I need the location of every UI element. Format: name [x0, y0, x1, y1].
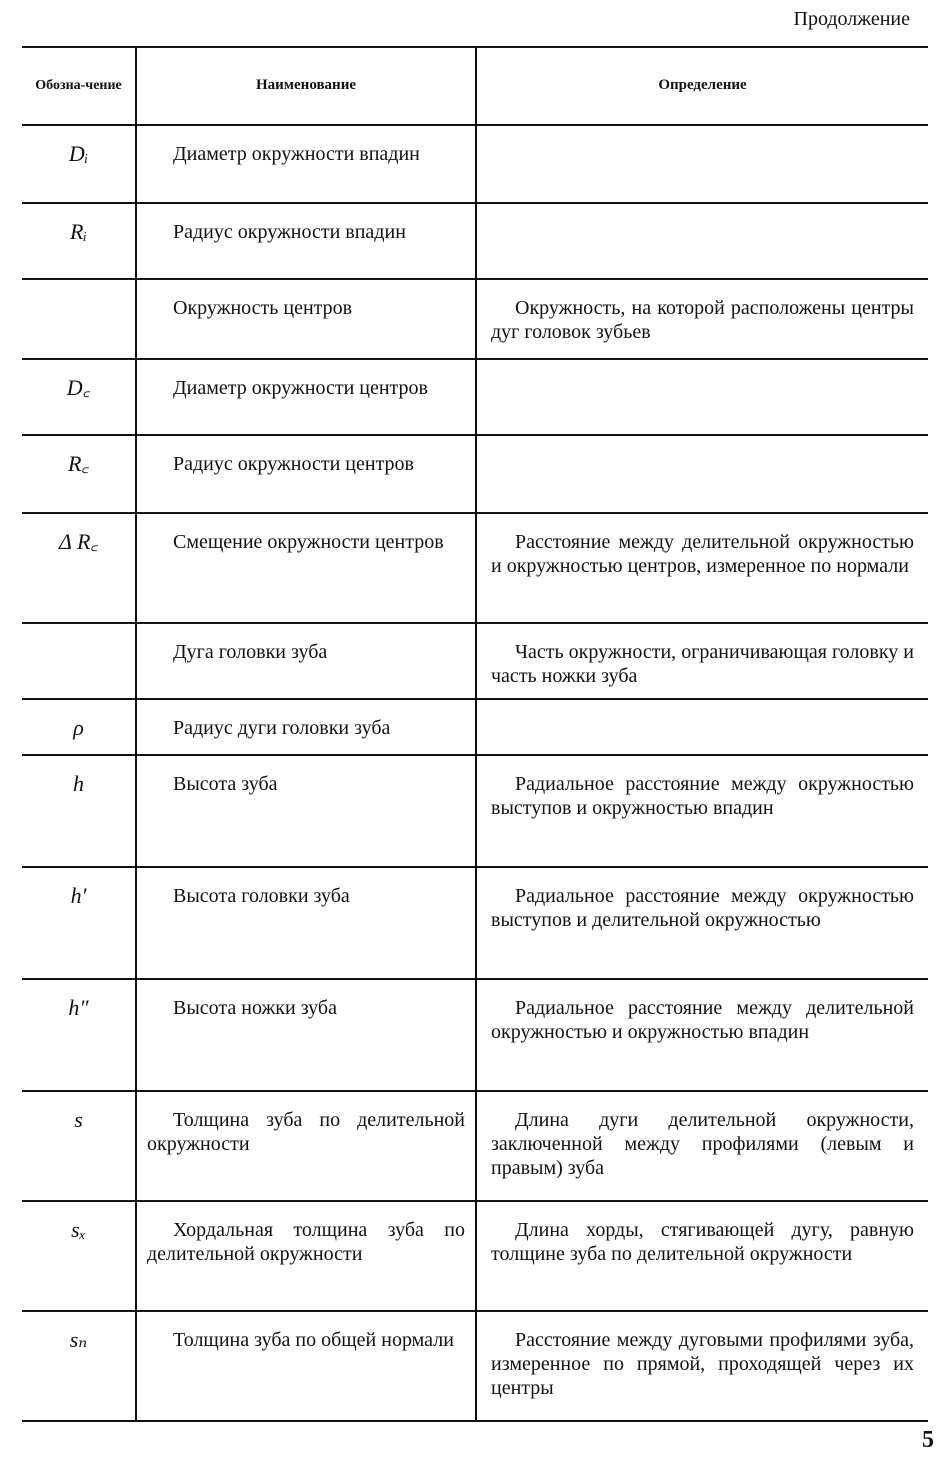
- row-symbol: R꜀: [22, 435, 136, 513]
- row-symbol: Rᵢ: [22, 203, 136, 279]
- row-name: Радиус окружности центров: [136, 435, 476, 513]
- row-symbol: sₓ: [22, 1201, 136, 1311]
- row-name: Смещение окружности центров: [136, 513, 476, 623]
- row-symbol: [22, 623, 136, 699]
- row-name: Толщина зуба по делительной окружности: [136, 1091, 476, 1201]
- row-symbol: Δ R꜀: [22, 513, 136, 623]
- row-definition: Часть окружности, ограничивающая головку и часть ножки зуба: [491, 641, 914, 687]
- row-name: Радиус дуги головки зуба: [136, 699, 476, 755]
- row-definition: Длина дуги делительной окружности, заключенной между профилями (левым и правым) зуба: [491, 1109, 914, 1179]
- table-row: [22, 279, 928, 359]
- row-symbol: Dᵢ: [22, 125, 136, 203]
- row-name: Окружность центров: [136, 279, 476, 359]
- table-row: [22, 513, 928, 623]
- row-name: Радиус окружности впадин: [136, 203, 476, 279]
- row-symbol: s: [22, 1091, 136, 1201]
- row-symbol: h: [22, 755, 136, 867]
- row-definition: Радиальное расстояние между делительной окружностью и окружностью впадин: [491, 997, 914, 1043]
- table-row: [22, 979, 928, 1091]
- row-definition: [476, 125, 928, 203]
- row-name: Толщина зуба по общей нормали: [136, 1311, 476, 1421]
- row-definition: [476, 699, 928, 755]
- page-number: 5: [922, 1427, 934, 1453]
- row-symbol: D꜀: [22, 359, 136, 435]
- table-row: [22, 1311, 928, 1421]
- row-definition: Расстояние между дуговыми профилями зуба, измеренное по прямой, проходящей через их центры: [491, 1329, 914, 1399]
- row-definition: Радиальное расстояние между окружностью выступов и окружностью впадин: [491, 773, 914, 819]
- table-row: [22, 125, 928, 203]
- column-header-symbol: Обозна-чение: [22, 47, 136, 125]
- table-row: [22, 1091, 928, 1201]
- row-symbol: h″: [22, 979, 136, 1091]
- row-name: Хордальная толщина зуба по делительной окружности: [136, 1201, 476, 1311]
- row-name: Высота головки зуба: [136, 867, 476, 979]
- table-row: [22, 203, 928, 279]
- row-definition: Окружность, на которой расположены центры дуг головок зубьев: [491, 297, 914, 343]
- row-name: Высота ножки зуба: [136, 979, 476, 1091]
- row-symbol: sₙ: [22, 1311, 136, 1421]
- table-header-row: [22, 47, 928, 125]
- row-name: Диаметр окружности центров: [136, 359, 476, 435]
- terms-table: [22, 46, 928, 1422]
- row-definition: Радиальное расстояние между окружностью выступов и делительной окружностью: [491, 885, 914, 931]
- row-symbol: [22, 279, 136, 359]
- row-name: Диаметр окружности впадин: [136, 125, 476, 203]
- row-definition: Расстояние между делительной окружностью и окружностью центров, измеренное по нормали: [491, 531, 914, 577]
- row-definition: [476, 359, 928, 435]
- table-row: [22, 435, 928, 513]
- column-header-definition: Определение: [658, 77, 747, 94]
- table-row: [22, 755, 928, 867]
- row-definition: Длина хорды, стягивающей дугу, равную толщине зуба по делительной окружности: [491, 1219, 914, 1265]
- row-symbol: h′: [22, 867, 136, 979]
- table-row: [22, 623, 928, 699]
- row-symbol: ρ: [22, 699, 136, 755]
- table-row: [22, 1201, 928, 1311]
- column-header-name: Наименование: [136, 47, 476, 125]
- table-row: [22, 867, 928, 979]
- row-definition: [476, 203, 928, 279]
- row-name: Дуга головки зуба: [136, 623, 476, 699]
- row-definition: [476, 435, 928, 513]
- table-row: [22, 699, 928, 755]
- continuation-label: Продолжение: [793, 8, 910, 30]
- table-row: [22, 359, 928, 435]
- row-name: Высота зуба: [136, 755, 476, 867]
